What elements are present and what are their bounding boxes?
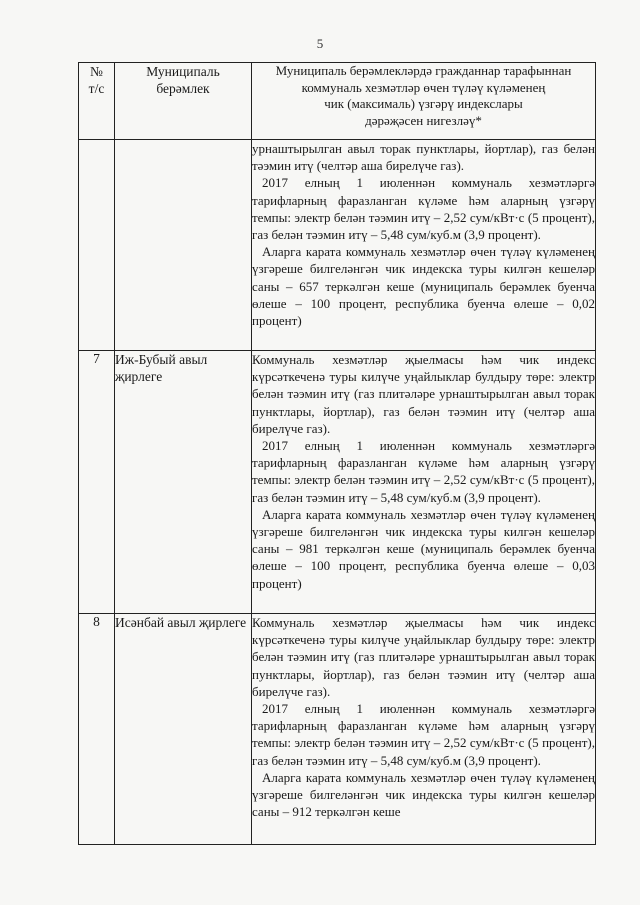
header-number-line: № bbox=[90, 64, 103, 79]
basis-paragraph: Коммуналь хезмәтләр җыелмасы һәм чик индекс күрсәткеченә туры килүче уңайлыклар булдыру төре: электр белән тәэмин итү (газ плитәләре урнаштырылган авыл торак пунктлары, йортлар), газ белән тәэмин итү (челтәр аша бирелүче газ). bbox=[252, 352, 595, 436]
basis-paragraph: Аларга карата коммуналь хезмәтләр өчен түләү күләменең үзгәреше билгеләнгән чик индекска туры килгән кешеләр саны – 912 теркәлгән кеше bbox=[252, 769, 595, 820]
header-municipality bbox=[115, 63, 252, 140]
row-number-cell: 8 bbox=[79, 614, 115, 845]
row-number-cell: 7 bbox=[79, 351, 115, 614]
basis-paragraph: урнаштырылган авыл торак пунктлары, йортлар), газ белән тәэмин итү (челтәр аша бирелүче газ). bbox=[252, 141, 595, 174]
table-row bbox=[79, 614, 596, 845]
page-number: 5 bbox=[316, 36, 324, 51]
table-row-continuation bbox=[79, 140, 596, 351]
basis-paragraph: Аларга карата коммуналь хезмәтләр өчен түләү күләменең үзгәреше билгеләнгән чик индекска туры килгән кешеләр саны – 981 теркәлгән кеше (муниципаль берәмлек буенча өлеше – 100 процент, республика буенча өлеше – 0,03 процент) bbox=[252, 506, 595, 591]
row-municipality-cell: Исәнбай авыл җирлеге bbox=[115, 614, 252, 845]
table-header-row bbox=[79, 63, 596, 140]
header-municipality-line: Муниципаль bbox=[146, 64, 220, 79]
row-basis-cell bbox=[252, 351, 596, 614]
row-number-cell bbox=[79, 140, 115, 351]
header-municipality-line: берәмлек bbox=[156, 81, 210, 96]
row-municipality-cell bbox=[115, 140, 252, 351]
basis-paragraph: Коммуналь хезмәтләр җыелмасы һәм чик индекс күрсәткеченә туры килүче уңайлыклар булдыру төре: электр белән тәэмин итү (газ плитәләре урнаштырылган авыл торак пунктлары, йортлар), газ белән тәэмин итү (челтәр аша бирелүче газ). bbox=[252, 615, 595, 699]
header-number bbox=[79, 63, 115, 140]
basis-paragraph: 2017 елның 1 июленнән коммуналь хезмәтләргә тарифларның фаразланган күләме һәм аларның үзгәрү темпы: электр белән тәэмин итү – 2,52 сум/кВт·с (5 процент), газ белән тәэмин итү – 5,48 сум/куб.м (3,9 процент). bbox=[252, 438, 595, 505]
basis-paragraph: 2017 елның 1 июленнән коммуналь хезмәтләргә тарифларның фаразланган күләме һәм аларның үзгәрү темпы: электр белән тәэмин итү – 2,52 сум/кВт·с (5 процент), газ белән тәэмин итү – 5,48 сум/куб.м (3,9 процент). bbox=[252, 175, 595, 243]
row-basis-cell bbox=[252, 614, 596, 845]
utility-index-table bbox=[78, 62, 596, 845]
table-row bbox=[79, 351, 596, 614]
header-number-line: т/с bbox=[88, 81, 105, 96]
row-municipality-cell: Иж-Бубый авыл җирлеге bbox=[115, 351, 252, 614]
header-basis bbox=[252, 63, 596, 140]
basis-paragraph: Аларга карата коммуналь хезмәтләр өчен түләү күләменең үзгәреше билгеләнгән чик индекска туры килгән кешеләр саны – 657 теркәлгән кеше (муниципаль берәмлек буенча өлеше – 100 процент, республика буенча өлеше – 0,02 процент) bbox=[252, 244, 595, 329]
header-basis-line: чик (максималь) үзгәрү индекслары bbox=[324, 96, 523, 111]
header-basis-line: коммуналь хезмәтләр өчен түләү күләменең bbox=[301, 79, 546, 95]
row-basis-cell bbox=[252, 140, 596, 351]
basis-paragraph: 2017 елның 1 июленнән коммуналь хезмәтләргә тарифларның фаразланган күләме һәм аларның үзгәрү темпы: электр белән тәэмин итү – 2,52 сум/кВт·с (5 процент), газ белән тәэмин итү – 5,48 сум/куб.м (3,9 процент). bbox=[252, 701, 595, 768]
header-basis-line: дәрәҗәсен нигезләү* bbox=[365, 112, 482, 128]
header-basis-line: Муниципаль берәмлекләрдә гражданнар тарафыннан bbox=[275, 63, 572, 78]
